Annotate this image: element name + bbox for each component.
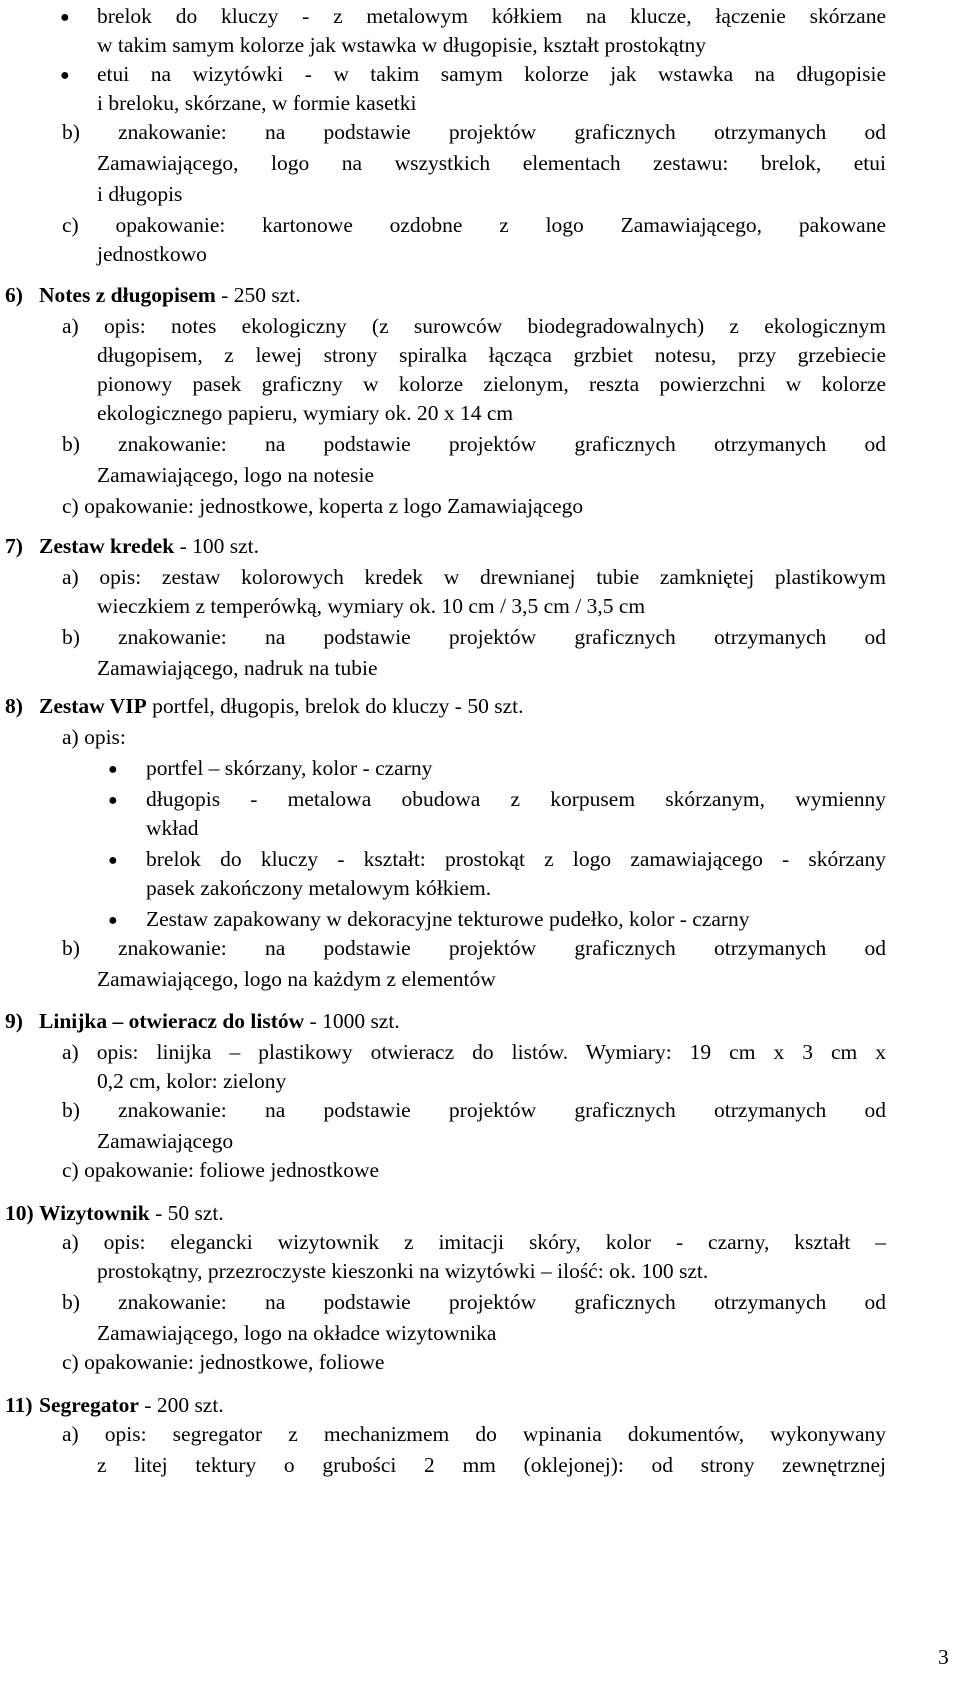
text-line: Zamawiającego, logo na notesie (97, 463, 375, 487)
text-line: c) opakowanie: jednostkowe, koperta z logo Zamawiającego (62, 494, 584, 518)
bullet-dot: ● (108, 792, 118, 809)
item-quantity: - 250 szt. (215, 283, 301, 307)
text-line: a) opis: notes ekologiczny (z surowców biodegradowalnych) z ekologicznym (62, 314, 886, 338)
item-quantity: - 200 szt. (138, 1393, 224, 1417)
bullet-dot: ● (60, 9, 70, 26)
item-number: 7) (5, 534, 23, 558)
text-line: pasek zakończony metalowym kółkiem. (146, 876, 492, 900)
text-line: pionowy pasek graficzny w kolorze zielonym, reszta powierzchni w kolorze (97, 372, 886, 396)
item-heading (5, 530, 259, 562)
item-heading (5, 1197, 224, 1229)
text-line: i breloku, skórzane, w formie kasetki (97, 91, 417, 115)
text-line: Zamawiającego, logo na wszystkich elementach zestawu: brelok, etui (97, 151, 886, 175)
text-line: 0,2 cm, kolor: zielony (97, 1069, 287, 1093)
page-number: 3 (938, 1645, 949, 1669)
text-line: Zamawiającego (97, 1129, 234, 1153)
item-title: Zestaw VIP (39, 694, 147, 718)
bullet-dot: ● (108, 912, 118, 929)
text-line: Zamawiającego, logo na okładce wizytownika (97, 1321, 497, 1345)
text-line: c) opakowanie: foliowe jednostkowe (62, 1158, 380, 1182)
text-line: b) znakowanie: na podstawie projektów graficznych otrzymanych od (62, 120, 886, 144)
item-title: Zestaw kredek (39, 534, 175, 558)
item-quantity: - 1000 szt. (304, 1009, 400, 1033)
text-line: a) opis: (62, 725, 126, 749)
item-title: Linijka – otwieracz do listów (39, 1009, 305, 1033)
text-line: jednostkowo (97, 242, 207, 266)
text-line: w takim samym kolorze jak wstawka w długopisie, kształt prostokątny (97, 33, 707, 57)
text-line: z litej tektury o grubości 2 mm (oklejonej): od strony zewnętrznej (97, 1453, 886, 1477)
text-line: portfel – skórzany, kolor - czarny (146, 756, 433, 780)
item-heading (5, 1389, 224, 1421)
text-line: i długopis (97, 182, 183, 206)
text-line: wieczkiem z temperówką, wymiary ok. 10 cm / 3,5 cm / 3,5 cm (97, 594, 646, 618)
text-line: Zamawiającego, logo na każdym z elementów (97, 967, 496, 991)
item-title: Wizytownik (39, 1201, 150, 1225)
item-number: 8) (5, 694, 23, 718)
item-number: 11) (5, 1393, 33, 1417)
text-line: b) znakowanie: na podstawie projektów graficznych otrzymanych od (62, 1290, 886, 1314)
text-line: b) znakowanie: na podstawie projektów graficznych otrzymanych od (62, 1098, 886, 1122)
text-line: wkład (146, 816, 199, 840)
bullet-dot: ● (108, 761, 118, 778)
text-line: a) opis: elegancki wizytownik z imitacji skóry, kolor - czarny, kształt – (62, 1230, 886, 1254)
bullet-dot: ● (60, 67, 70, 84)
item-heading (5, 279, 301, 311)
text-line: prostokątny, przezroczyste kieszonki na wizytówki – ilość: ok. 100 szt. (97, 1259, 709, 1283)
text-line: a) opis: linijka – plastikowy otwieracz do listów. Wymiary: 19 cm x 3 cm x (62, 1040, 886, 1064)
text-line: brelok do kluczy - kształt: prostokąt z logo zamawiającego - skórzany (146, 847, 886, 871)
item-quantity: - 50 szt. (149, 1201, 224, 1225)
text-line: a) opis: zestaw kolorowych kredek w drewnianej tubie zamkniętej plastikowym (62, 565, 886, 589)
text-line: c) opakowanie: jednostkowe, foliowe (62, 1350, 385, 1374)
item-title: Notes z długopisem (39, 283, 216, 307)
text-line: a) opis: segregator z mechanizmem do wpinania dokumentów, wykonywany (62, 1422, 886, 1446)
item-quantity: portfel, długopis, brelok do kluczy - 50 szt. (146, 694, 524, 718)
text-line: c) opakowanie: kartonowe ozdobne z logo Zamawiającego, pakowane (62, 213, 886, 237)
text-line: długopis - metalowa obudowa z korpusem skórzanym, wymienny (146, 787, 886, 811)
text-line: ekologicznego papieru, wymiary ok. 20 x 14 cm (97, 401, 514, 425)
text-line: b) znakowanie: na podstawie projektów graficznych otrzymanych od (62, 432, 886, 456)
text-line: brelok do kluczy - z metalowym kółkiem na klucze, łączenie skórzane (97, 4, 886, 28)
item-number: 9) (5, 1009, 23, 1033)
item-heading (5, 1005, 400, 1037)
item-heading (5, 690, 524, 722)
bullet-dot: ● (108, 852, 118, 869)
item-quantity: - 100 szt. (174, 534, 259, 558)
text-line: etui na wizytówki - w takim samym kolorze jak wstawka na długopisie (97, 62, 886, 86)
text-line: Zamawiającego, nadruk na tubie (97, 656, 378, 680)
item-number: 10) (5, 1201, 34, 1225)
item-number: 6) (5, 283, 23, 307)
text-line: Zestaw zapakowany w dekoracyjne tekturowe pudełko, kolor - czarny (146, 907, 750, 931)
text-line: długopisem, z lewej strony spiralka łącząca grzbiet notesu, przy grzebiecie (97, 343, 886, 367)
text-line: b) znakowanie: na podstawie projektów graficznych otrzymanych od (62, 625, 886, 649)
item-title: Segregator (39, 1393, 139, 1417)
text-line: b) znakowanie: na podstawie projektów graficznych otrzymanych od (62, 936, 886, 960)
